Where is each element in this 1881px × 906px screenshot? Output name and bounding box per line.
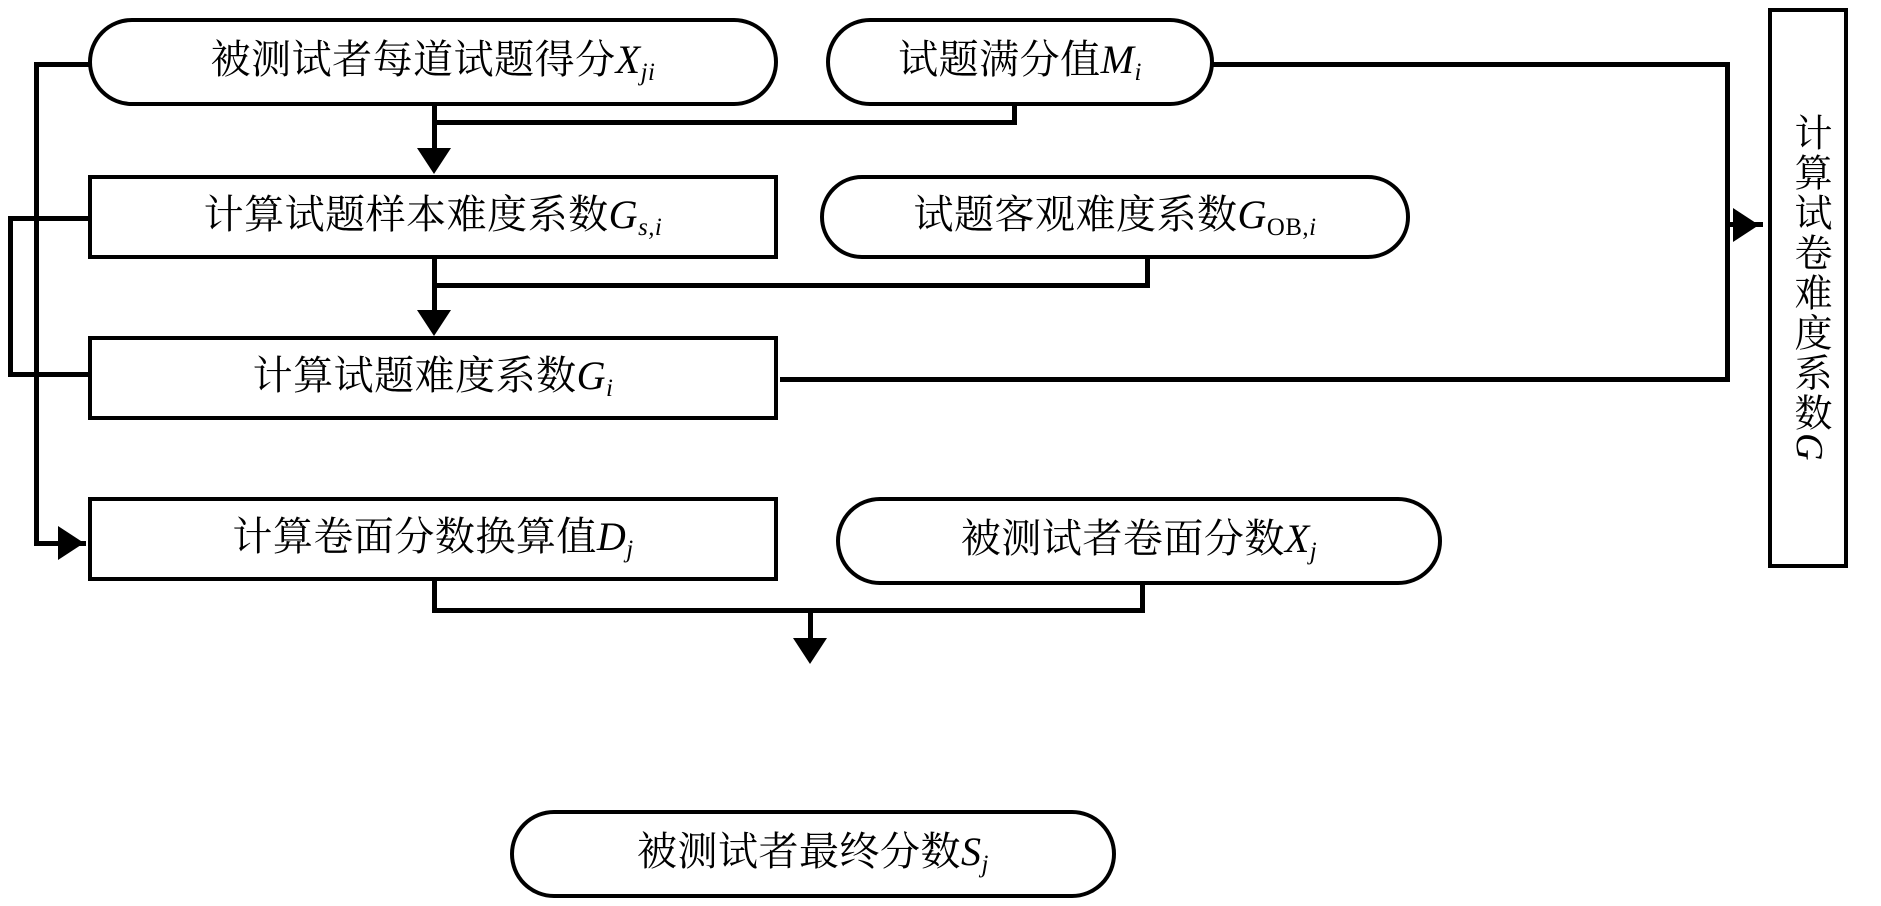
node-final-score[interactable] [510,810,1116,898]
connector-mi-right [1210,62,1730,67]
node-sample-difficulty-label: 计算试题样本难度系数$G_{s,i}$ [203,191,663,241]
connector-left-bus2-bottom [8,372,88,377]
node-paper-difficulty-label: 计算试卷难度系数G [1787,113,1830,463]
node-item-full-mark-label: 试题满分值$M_i$ [898,36,1142,86]
node-paper-difficulty[interactable] [1768,8,1848,568]
connector-merge-3 [432,608,1145,613]
connector-left-bus2-vertical [8,216,13,376]
arrow-into-conversion [58,526,84,560]
node-paper-conversion[interactable] [88,497,778,581]
connector-left-bus2-top [8,216,88,221]
connector-merge-2 [432,283,1150,288]
connector-merge-1 [432,120,1017,125]
arrow-into-final-score [793,638,827,664]
node-paper-score-label: 被测试者卷面分数$X_j$ [960,515,1318,565]
node-item-difficulty[interactable] [88,336,778,420]
arrow-into-item-difficulty [417,310,451,336]
node-sample-difficulty[interactable] [88,175,778,259]
node-score-per-item-label: 被测试者每道试题得分$X_{ji}$ [210,36,656,86]
node-item-full-mark[interactable] [826,18,1214,106]
node-objective-difficulty[interactable] [820,175,1410,259]
arrow-into-paper-difficulty [1733,208,1759,242]
node-paper-conversion-label: 计算卷面分数换算值$D_j$ [232,513,634,563]
node-score-per-item[interactable] [88,18,778,106]
node-paper-score[interactable] [836,497,1442,585]
connector-right-bus-bottom [780,377,1730,382]
connector-left-bus-top [34,62,90,67]
node-final-score-label: 被测试者最终分数$S_j$ [637,828,989,878]
node-item-difficulty-label: 计算试题难度系数$G_i$ [252,352,614,402]
connector-left-bus-vertical [34,62,39,546]
arrow-into-sample-difficulty [417,148,451,174]
node-objective-difficulty-label: 试题客观难度系数$G_{OB,i}$ [913,191,1317,241]
